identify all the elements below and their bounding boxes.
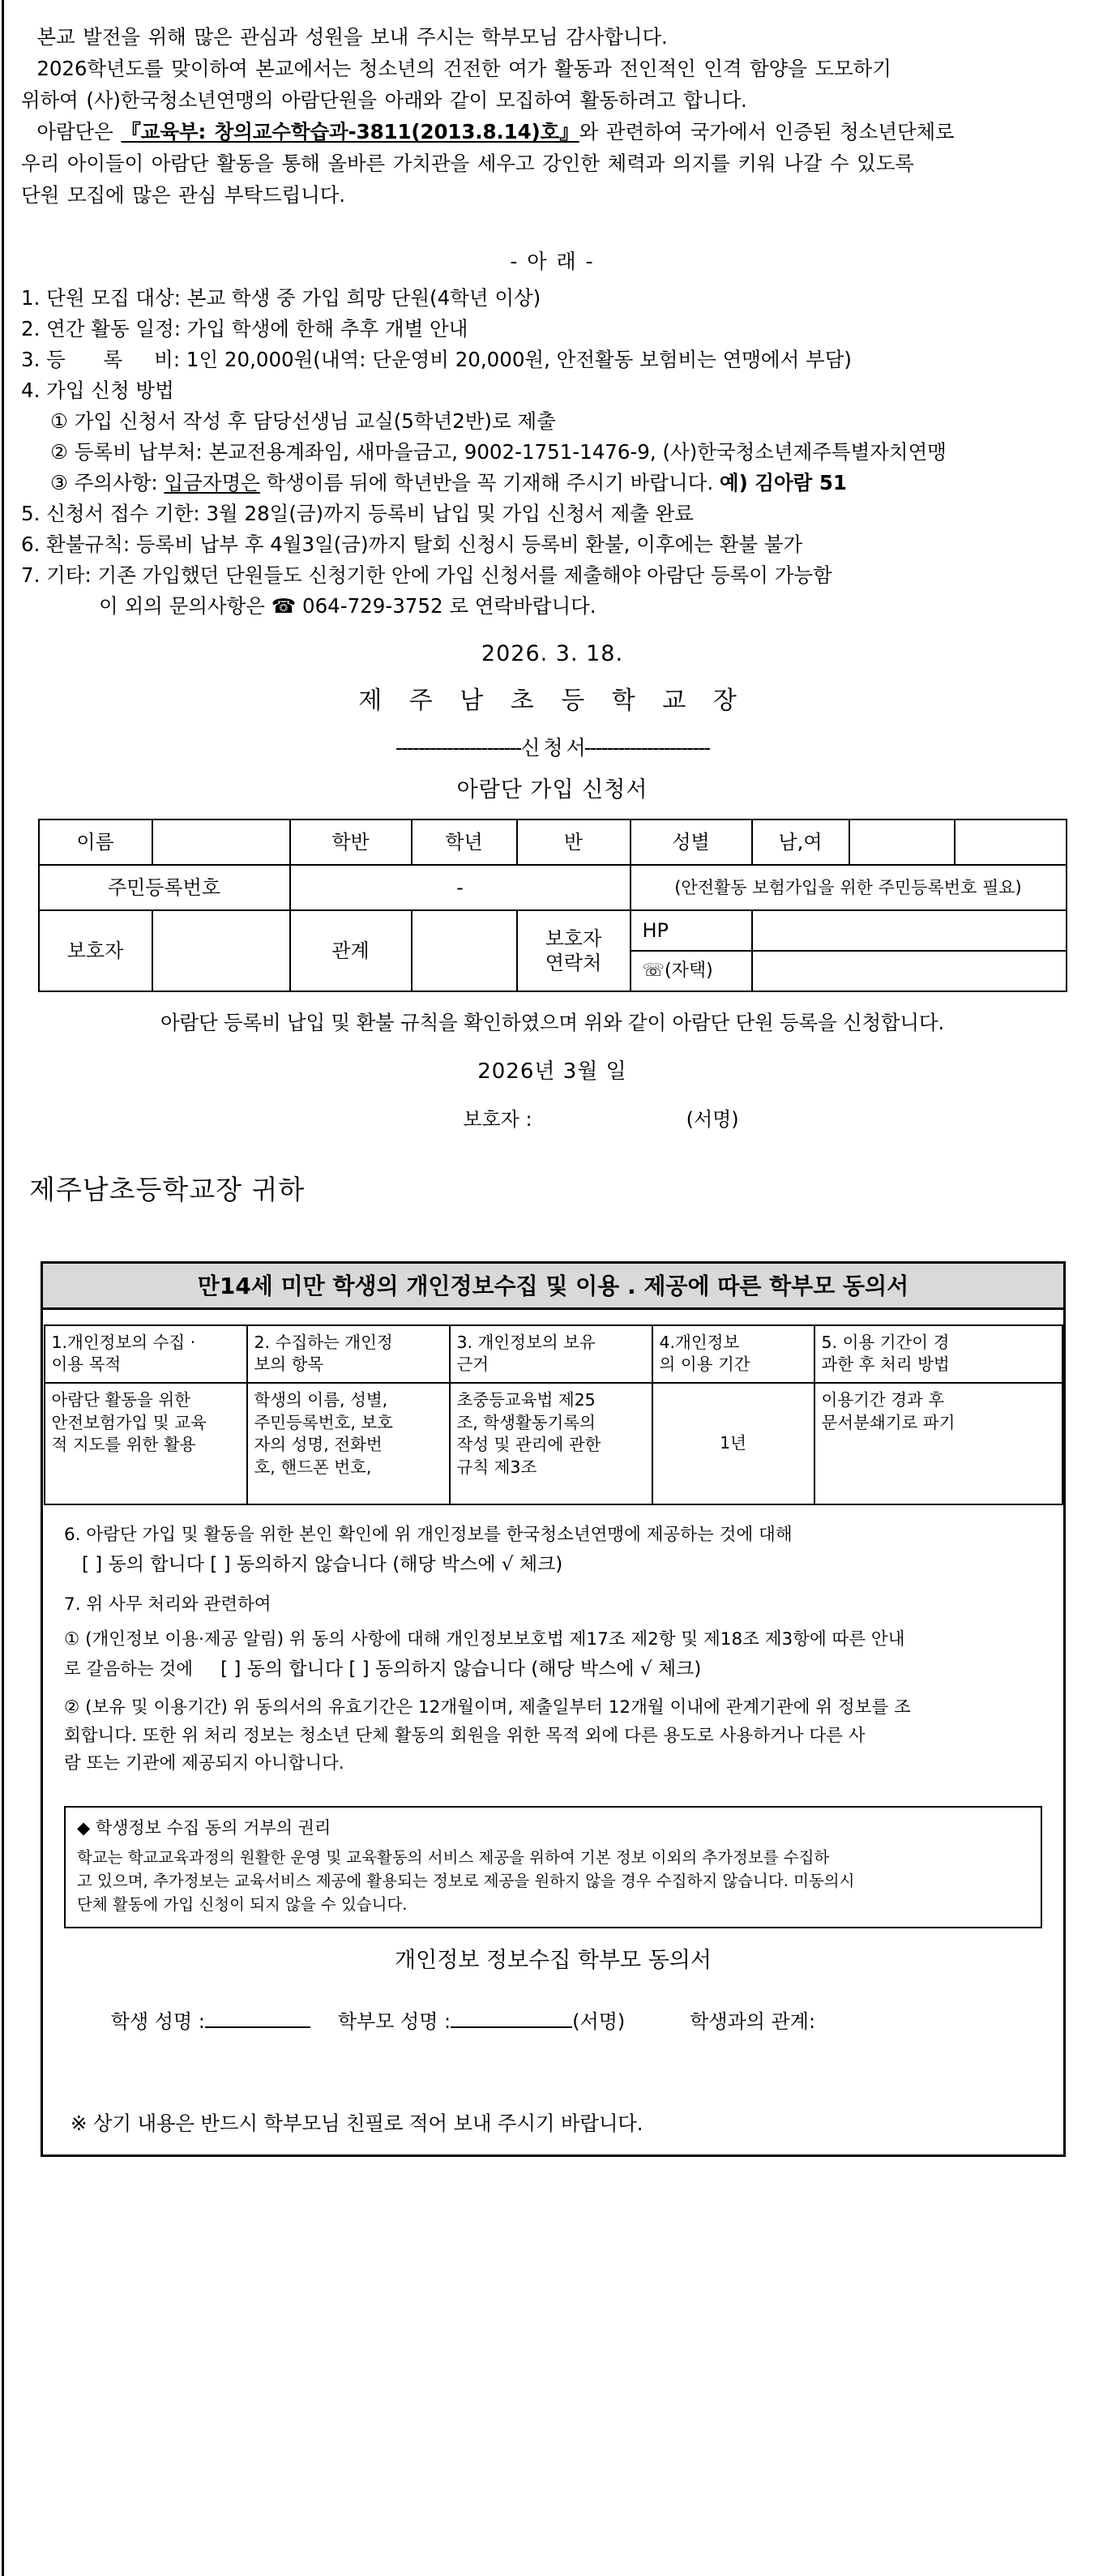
student-relation-label: 학생과의 관계: [690,2009,816,2033]
school-principal-title: 제 주 남 초 등 학 교 장 [358,687,746,715]
intro-line-4 [21,116,1084,148]
intro-line-6: 단원 모집에 많은 관심 부탁드립니다. [21,183,345,207]
consent-signature-title: 개인정보 정보수집 학부모 동의서 [395,1947,712,1973]
contact-line: 이 외의 문의사항은 ☎ 064-729-3752 로 연락바랍니다. [99,594,596,618]
list-item-4: 4. 가입 신청 방법 [21,379,174,402]
signature-row [21,1107,1084,1131]
consent-item-7-1a: ① (개인정보 이용·제공 알림) 위 동의 사항에 대해 개인정보보호법 제17조 제2항 및 제18조 제3항에 따른 안내 [64,1628,905,1650]
class-label: 학반 [290,819,412,865]
table-row [45,1325,1062,1383]
consent-cell-basis: 초중등교육법 제25 조, 학생활동기록의 작성 및 관리에 관한 규칙 제3조 [450,1383,652,1504]
list-item-7: 7. 기타: 기존 가입했던 단원들도 신청기한 안에 가입 신청서를 제출해야 아람단 등록이 가능함 [21,563,832,587]
name-label: 이름 [39,819,152,865]
student-name-label: 학생 성명 : [110,2009,205,2033]
consent-item-7: 7. 위 사무 처리와 관련하여 [64,1594,271,1615]
consent-cell-period: 1년 [652,1383,814,1504]
application-form-table [38,819,1067,992]
consent-col-header-4: 4.개인정보 의 이용 기간 [652,1325,814,1383]
hp-input-cell[interactable] [752,910,1067,951]
sub-item-3-rest: 학생이름 뒤에 학년반을 꼭 기재해 주시기 바랍니다. [259,471,720,494]
student-name-blank[interactable] [205,2026,310,2028]
addressee-line: 제주남초등학교장 귀하 [29,1173,306,1205]
consent-col-header-5: 5. 이용 기간이 경 과한 후 처리 방법 [814,1325,1062,1383]
list-item-3: 3. 등 록 비: 1인 20,000원(내역: 단운영비 20,000원, 안전활동 보험비는 연맹에서 부담) [21,348,852,371]
grade-label: 학년 [412,819,517,865]
rrn-label: 주민등록번호 [39,865,290,910]
consent-purpose-table [44,1324,1063,1505]
issue-date: 2026. 3. 18. [481,641,624,666]
consent-item-7-2: ② (보유 및 이용기간) 위 동의서의 유효기간은 12개월이며, 제출일부터 12개월 이내에 관계기관에 위 정보를 조 회합니다. 또한 위 처리 정보는 청소년 단체 활동의 회원을 위한 목적 외에 다른 용도로 사용하거나 다른 사 람 또는 기관에 제공되지 아니합니다. [64,1697,911,1774]
consent-cell-disposal: 이용기간 경과 후 문서분쇄기로 파기 [814,1383,1062,1504]
confirmation-statement: 아람단 등록비 납입 및 환불 규칙을 확인하였으며 위와 같이 아람단 단원 등록을 신청합니다. [160,1011,944,1034]
application-divider: ----------------------신 청 서---------------------- [395,736,710,760]
list-item-6: 6. 환불규칙: 등록비 납부 후 4월3일(금)까지 탈회 신청시 등록비 환불, 이후에는 환불 불가 [21,533,803,556]
consent-header-title: 만14세 미만 학생의 개인정보수집 및 이용 . 제공에 따른 학부모 동의서 [43,1264,1063,1310]
list-item-5: 5. 신청서 접수 기한: 3월 28일(금)까지 등록비 납입 및 가입 신청서 제출 완료 [21,502,694,525]
rrn-input-cell[interactable]: - [290,865,631,910]
intro-paragraphs [21,21,1084,211]
rights-title: ◆ 학생정보 수집 동의 거부의 권리 [77,1818,331,1838]
parent-name-blank[interactable] [451,2026,572,2028]
table-row [39,819,1067,865]
sub-item-3 [21,468,1084,499]
consent-names-row [43,1992,1063,2051]
depositor-name-underline: 입금자명은 [164,471,260,494]
signature-mark-label: (서명) [686,1107,739,1131]
table-row [39,910,1067,951]
gender-value[interactable]: 남,여 [752,819,849,865]
name-input-cell[interactable] [152,819,290,865]
intro-line-4-suffix: 와 관련하여 국가에서 인증된 청소년단체로 [579,120,955,143]
parent-name-label: 학부모 성명 : [337,2009,451,2033]
consent-document [41,1261,1066,2158]
hp-label: HP [631,910,752,951]
consent-item-6: 6. 아람단 가입 및 활동을 위한 본인 확인에 위 개인정보를 한국청소년연맹에 제공하는 것에 대해 [64,1524,793,1545]
guardian-input-cell[interactable] [152,910,290,991]
legal-citation: 『교육부: 창의교수학습과-3811(2013.8.14)호』 [121,120,579,143]
application-date: 2026년 3월 일 [477,1059,627,1084]
table-row [45,1383,1062,1504]
rrn-note: (안전활동 보험가입을 위한 주민등록번호 필요) [631,865,1067,910]
home-phone-label: ☏(자택) [631,951,752,991]
deposit-example: 예) 김아람 51 [719,471,847,494]
list-item-2: 2. 연간 활동 일정: 가입 학생에 한해 추후 개별 안내 [21,317,468,340]
info-list [21,283,1084,622]
consent-item-7-1b [64,1654,1042,1684]
guardian-label: 보호자 [39,910,152,991]
consent-col-header-1: 1.개인정보의 수집 · 이용 목적 [45,1325,247,1383]
blank-cell-1[interactable] [849,819,955,865]
rights-body: 학교는 학교교육과정의 원활한 운영 및 교육활동의 서비스 제공을 위하여 기본 정보 이외의 추가정보를 수집하 고 있으며, 추가정보는 교육서비스 제공에 활용되는 정보로 제공을 원하지 않을 경우 수집하지 않습니다. 미동의시 단체 활동에 가입 신청이 되지 않을 수 있습니다. [77,1847,855,1915]
intro-line-4-prefix: 아람단은 [21,120,122,143]
relation-label: 관계 [290,910,412,991]
classroom-label: 반 [517,819,631,865]
consent-body [43,1505,1063,1791]
consent-item-6-choice[interactable]: [ ] 동의 합니다 [ ] 동의하지 않습니다 (해당 박스에 √ 체크) [82,1553,563,1575]
guardian-signature-label: 보호자 : [463,1107,532,1131]
consent-item-7-1-choice[interactable]: [ ] 동의 합니다 [ ] 동의하지 않습니다 (해당 박스에 √ 체크) [220,1658,702,1680]
gender-label: 성별 [631,819,752,865]
consent-signature-mark: (서명) [572,2009,626,2033]
sub-item-1: ① 가입 신청서 작성 후 담당선생님 교실(5학년2반)로 제출 [50,409,556,433]
table-row [39,865,1067,910]
arae-heading: - 아 래 - [510,250,595,273]
consent-item-7-1b-text: 로 갈음하는 것에 [64,1658,194,1680]
consent-col-header-3: 3. 개인정보의 보유 근거 [450,1325,652,1383]
sub-item-3-prefix: ③ 주의사항: [50,471,165,494]
application-form-title: 아람단 가입 신청서 [456,777,648,802]
relation-input-cell[interactable] [412,910,517,991]
intro-line-5: 우리 아이들이 아람단 활동을 통해 올바른 가치관을 세우고 강인한 체력과 의지를 키워 나갈 수 있도록 [21,152,914,175]
consent-cell-purpose: 아람단 활동을 위한 안전보험가입 및 교육 적 지도를 위한 활용 [45,1383,247,1504]
consent-col-header-2: 2. 수집하는 개인정 보의 항목 [247,1325,450,1383]
sub-item-2: ② 등록비 납부처: 본교전용계좌임, 새마을금고, 9002-1751-1476-9, (사)한국청소년제주특별자치연맹 [50,440,947,464]
intro-line-2: 2026학년도를 맞이하여 본교에서는 청소년의 건전한 여가 활동과 전인적인 인격 함양을 도모하기 [21,57,891,80]
rights-refusal-box [64,1806,1042,1928]
intro-line-1: 본교 발전을 위해 많은 관심과 성원을 보내 주시는 학부모님 감사합니다. [21,25,668,49]
guardian-contact-label: 보호자 연락처 [517,910,631,991]
blank-cell-2[interactable] [955,819,1067,865]
consent-cell-items: 학생의 이름, 성별, 주민등록번호, 보호 자의 성명, 전화번 호, 핸드폰 번호, [247,1383,450,1504]
intro-line-3: 위하여 (사)한국청소년연맹의 아람단원을 아래와 같이 모집하여 활동하려고 합니다. [21,88,747,112]
final-note: ※ 상기 내용은 반드시 학부모님 친필로 적어 보내 주시기 바랍니다. [71,2111,643,2135]
list-item-1: 1. 단원 모집 대상: 본교 학생 중 가입 희망 단원(4학년 이상) [21,286,541,310]
home-phone-input-cell[interactable] [752,951,1067,991]
